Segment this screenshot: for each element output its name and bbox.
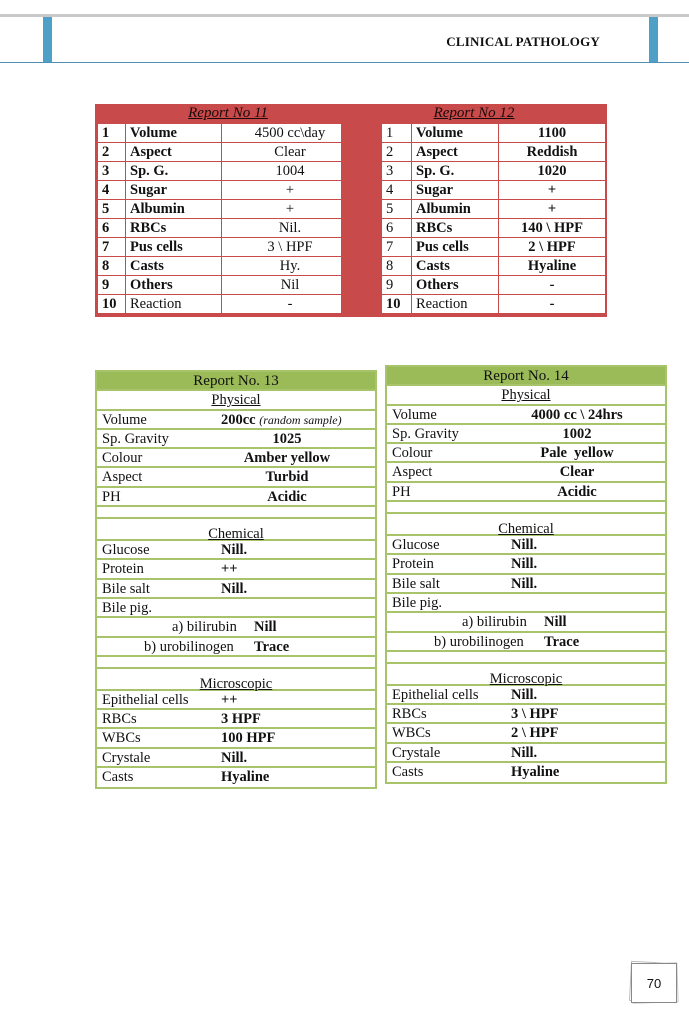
row-number: 8: [98, 257, 126, 276]
aspect-row: [97, 468, 375, 487]
row-label: Albumin: [126, 200, 222, 219]
colour-label: Colour: [392, 445, 433, 462]
volume-note: (random sample): [259, 412, 342, 427]
casts-row: [97, 768, 375, 787]
report-12-table: [341, 104, 607, 317]
volume-label: Volume: [392, 406, 437, 423]
protein-value: ++: [221, 561, 238, 578]
colour-row: [97, 449, 375, 468]
row-value: Nil.: [222, 219, 359, 238]
row-value: +: [499, 181, 606, 200]
table-row: [382, 143, 606, 162]
row-number: 9: [382, 276, 412, 295]
volume-label: Volume: [102, 411, 147, 428]
urobilinogen-row: [387, 633, 665, 652]
bile-salt-value: Nill.: [511, 575, 538, 592]
report-14-title: Report No. 14: [387, 367, 665, 386]
row-value: Hyaline: [499, 257, 606, 276]
bile-pig-label: Bile pig.: [392, 594, 442, 611]
physical-section-heading: [97, 391, 375, 410]
bilirubin-value: Nill: [544, 614, 567, 631]
bilirubin-label: a) bilirubin: [172, 619, 237, 636]
row-label: Sp. G.: [412, 162, 499, 181]
row-number: 10: [382, 295, 412, 314]
row-label: Casts: [412, 257, 499, 276]
table-row: [98, 162, 359, 181]
epithelial-label: Epithelial cells: [392, 686, 479, 703]
row-number: 2: [98, 143, 126, 162]
report-12-title: Report No 12: [433, 105, 515, 121]
report-11-table: [95, 104, 361, 317]
physical-heading-text: Physical: [211, 392, 261, 409]
spacer-row: [97, 657, 375, 669]
report-13-title: Report No. 13: [97, 372, 375, 391]
row-number: 1: [382, 124, 412, 143]
bile-salt-value: Nill.: [221, 580, 248, 597]
crystale-label: Crystale: [392, 744, 441, 761]
table-row: [98, 238, 359, 257]
volume-amount: 200cc: [221, 411, 256, 428]
glucose-value: Nill.: [511, 537, 538, 554]
header-left-accent-bar: [43, 17, 52, 63]
spacer-row: [97, 507, 375, 519]
table-row: [98, 143, 359, 162]
glucose-value: Nill.: [221, 542, 248, 559]
table-row: [382, 181, 606, 200]
bile-pig-label: Bile pig.: [102, 599, 152, 616]
row-label: Others: [412, 276, 499, 295]
header-bottom-rule: [0, 62, 689, 63]
header-right-accent-bar: [649, 17, 658, 63]
row-label: Pus cells: [412, 238, 499, 257]
report-11-grid: [97, 123, 359, 314]
row-number: 5: [98, 200, 126, 219]
table-row: [382, 124, 606, 143]
row-number: 4: [382, 181, 412, 200]
chemical-heading-text: Chemical: [498, 521, 554, 538]
row-number: 9: [98, 276, 126, 295]
protein-value: Nill.: [511, 556, 538, 573]
chemical-heading-text: Chemical: [208, 526, 264, 543]
row-value: +: [499, 200, 606, 219]
rbcs-label: RBCs: [102, 711, 137, 728]
glucose-row: [97, 541, 375, 560]
urobilinogen-value: Trace: [254, 638, 290, 655]
urobilinogen-value: Trace: [544, 633, 580, 650]
row-number: 2: [382, 143, 412, 162]
wbcs-value: 100 HPF: [221, 730, 276, 747]
sp-gravity-label: Sp. Gravity: [102, 430, 169, 447]
row-value: -: [222, 295, 359, 314]
row-number: 3: [98, 162, 126, 181]
volume-row: [97, 411, 375, 430]
microscopic-heading-text: Microscopic: [199, 675, 273, 692]
row-value: Nil: [222, 276, 359, 295]
casts-value: Hyaline: [511, 764, 560, 781]
row-number: 6: [382, 219, 412, 238]
table-row: [382, 219, 606, 238]
sp-gravity-label: Sp. Gravity: [392, 425, 459, 442]
epithelial-value: Nill.: [511, 686, 538, 703]
urobilinogen-label: b) urobilinogen: [144, 638, 234, 655]
epithelial-label: Epithelial cells: [102, 691, 189, 708]
table-row: [382, 295, 606, 314]
row-label: Pus cells: [126, 238, 222, 257]
row-label: Aspect: [412, 143, 499, 162]
glucose-label: Glucose: [392, 537, 440, 554]
microscopic-section-heading: [387, 664, 665, 686]
row-value: 4500 cc\day: [222, 124, 359, 143]
table-row: [98, 124, 359, 143]
row-number: 6: [98, 219, 126, 238]
row-number: 10: [98, 295, 126, 314]
aspect-value: Turbid: [265, 469, 309, 486]
row-value: -: [499, 295, 606, 314]
aspect-value: Clear: [559, 464, 595, 481]
microscopic-section-heading: [97, 669, 375, 691]
row-number: 4: [98, 181, 126, 200]
row-label: Aspect: [126, 143, 222, 162]
colour-value: Amber yellow: [243, 450, 331, 467]
row-number: 5: [382, 200, 412, 219]
row-value: 1004: [222, 162, 359, 181]
casts-label: Casts: [392, 764, 424, 781]
colour-label: Colour: [102, 450, 143, 467]
table-row: [98, 200, 359, 219]
bile-salt-row: [97, 580, 375, 599]
row-label: Others: [126, 276, 222, 295]
table-row: [98, 276, 359, 295]
running-header-title: CLINICAL PATHOLOGY: [446, 34, 600, 49]
sp-gravity-value: 1002: [562, 425, 592, 442]
ph-row: [387, 483, 665, 502]
row-label: Volume: [412, 124, 499, 143]
bile-pig-row: [97, 599, 375, 618]
table-row: [382, 200, 606, 219]
row-value: -: [499, 276, 606, 295]
table-row: [382, 162, 606, 181]
glucose-label: Glucose: [102, 542, 150, 559]
colour-row: [387, 444, 665, 463]
casts-label: Casts: [102, 769, 134, 786]
row-value: 1100: [499, 124, 606, 143]
crystale-row: [387, 744, 665, 763]
crystale-label: Crystale: [102, 749, 151, 766]
report-13-table: [95, 370, 377, 789]
table-row: [382, 276, 606, 295]
spacer-row: [387, 502, 665, 514]
glucose-row: [387, 536, 665, 555]
row-value: Clear: [222, 143, 359, 162]
ph-value: Acidic: [267, 488, 307, 505]
crystale-value: Nill.: [511, 744, 538, 761]
report-12-grid: [381, 123, 606, 314]
volume-value: 4000 cc \ 24hrs: [531, 406, 623, 423]
row-number: 3: [382, 162, 412, 181]
row-value: 140 \ HPF: [499, 219, 606, 238]
volume-row: [387, 406, 665, 425]
aspect-label: Aspect: [392, 464, 433, 481]
row-label: Sugar: [412, 181, 499, 200]
row-value: 3 \ HPF: [222, 238, 359, 257]
row-label: Casts: [126, 257, 222, 276]
row-value: 1020: [499, 162, 606, 181]
table-row: [98, 295, 359, 314]
row-label: Sugar: [126, 181, 222, 200]
row-number: 7: [382, 238, 412, 257]
ph-row: [97, 488, 375, 507]
epithelial-row: [97, 691, 375, 710]
wbcs-row: [97, 729, 375, 748]
colour-value: Pale yellow: [540, 445, 614, 462]
row-label: Volume: [126, 124, 222, 143]
report-14-table: [385, 365, 667, 784]
physical-section-heading: [387, 386, 665, 405]
header-top-rule: [0, 14, 689, 17]
table-row: [98, 219, 359, 238]
rbcs-row: [387, 705, 665, 724]
wbcs-row: [387, 724, 665, 743]
row-value: 2 \ HPF: [499, 238, 606, 257]
microscopic-heading-text: Microscopic: [489, 670, 563, 687]
row-label: RBCs: [126, 219, 222, 238]
wbcs-label: WBCs: [392, 725, 431, 742]
aspect-label: Aspect: [102, 469, 143, 486]
row-value: +: [222, 181, 359, 200]
bile-salt-label: Bile salt: [102, 580, 150, 597]
rbcs-value: 3 HPF: [221, 711, 261, 728]
table-row: [382, 257, 606, 276]
bile-salt-label: Bile salt: [392, 575, 440, 592]
bilirubin-label: a) bilirubin: [462, 614, 527, 631]
urobilinogen-row: [97, 638, 375, 657]
row-value: +: [222, 200, 359, 219]
row-label: Reaction: [126, 295, 222, 314]
sp-gravity-value: 1025: [272, 430, 302, 447]
aspect-row: [387, 463, 665, 482]
row-number: 8: [382, 257, 412, 276]
volume-value: [221, 411, 342, 429]
wbcs-label: WBCs: [102, 730, 141, 747]
ph-value: Acidic: [557, 483, 597, 500]
report-11-title: Report No 11: [188, 105, 268, 121]
row-label: Albumin: [412, 200, 499, 219]
table-row: [382, 238, 606, 257]
sp-gravity-row: [387, 425, 665, 444]
bile-salt-row: [387, 575, 665, 594]
row-value: Reddish: [499, 143, 606, 162]
casts-value: Hyaline: [221, 769, 270, 786]
row-label: Sp. G.: [126, 162, 222, 181]
epithelial-value: ++: [221, 691, 238, 708]
rbcs-row: [97, 710, 375, 729]
spacer-row: [387, 652, 665, 664]
physical-heading-text: Physical: [501, 387, 551, 404]
protein-row: [387, 555, 665, 574]
row-number: 7: [98, 238, 126, 257]
crystale-row: [97, 749, 375, 768]
protein-label: Protein: [102, 561, 144, 578]
bilirubin-row: [97, 618, 375, 637]
epithelial-row: [387, 686, 665, 705]
wbcs-value: 2 \ HPF: [511, 725, 559, 742]
row-number: 1: [98, 124, 126, 143]
crystale-value: Nill.: [221, 749, 248, 766]
urobilinogen-label: b) urobilinogen: [434, 633, 524, 650]
rbcs-value: 3 \ HPF: [511, 706, 559, 723]
ph-label: PH: [392, 483, 411, 500]
row-value: Hy.: [222, 257, 359, 276]
row-label: RBCs: [412, 219, 499, 238]
chemical-section-heading: [97, 519, 375, 541]
page-number: 70: [631, 963, 677, 1003]
protein-label: Protein: [392, 556, 434, 573]
bile-pig-row: [387, 594, 665, 613]
sp-gravity-row: [97, 430, 375, 449]
rbcs-label: RBCs: [392, 706, 427, 723]
table-row: [98, 181, 359, 200]
casts-row: [387, 763, 665, 782]
protein-row: [97, 560, 375, 579]
ph-label: PH: [102, 488, 121, 505]
bilirubin-row: [387, 613, 665, 632]
table-row: [98, 257, 359, 276]
chemical-section-heading: [387, 514, 665, 536]
bilirubin-value: Nill: [254, 619, 277, 636]
row-label: Reaction: [412, 295, 499, 314]
